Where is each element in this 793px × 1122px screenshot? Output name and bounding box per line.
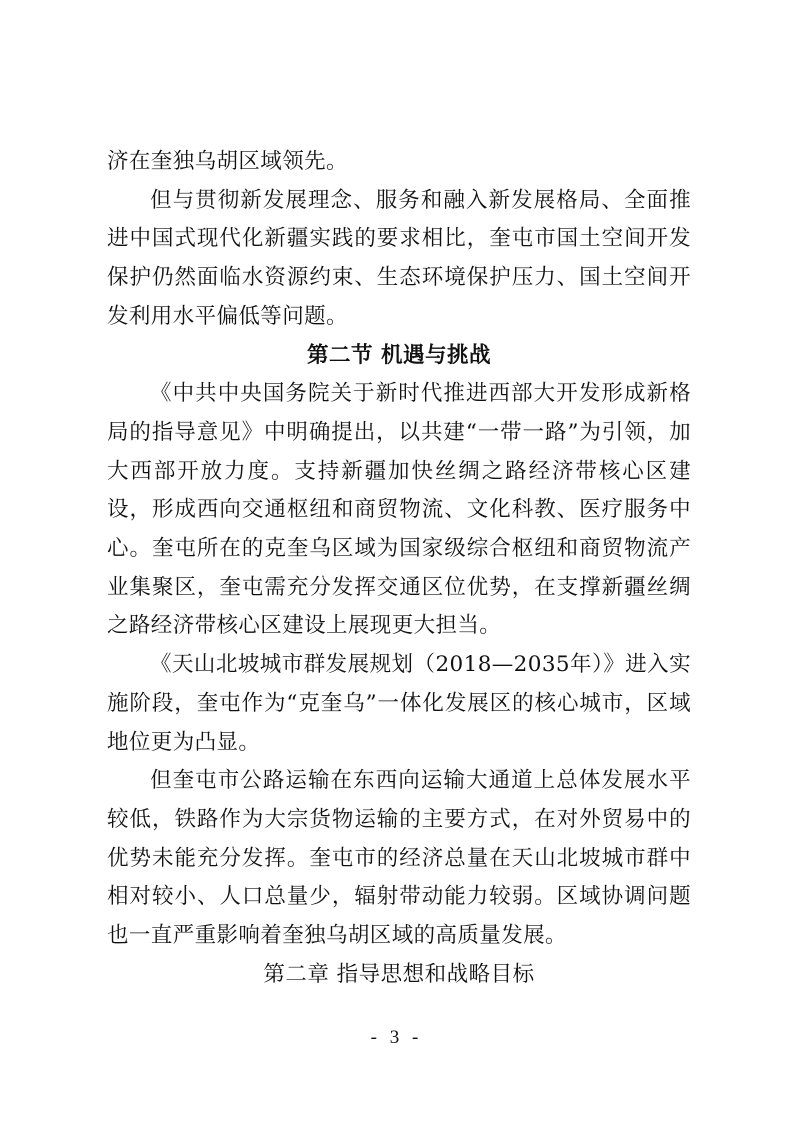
paragraph-tianshan-plan: 《天山北坡城市群发展规划（2018—2035年）》进入实施阶段，奎屯作为“克奎乌”一体化发展区的核心城市，区域地位更为凸显。 — [107, 652, 691, 755]
page-number: - 3 - — [370, 1027, 423, 1048]
section-heading: 第二节 机遇与挑战 — [307, 342, 491, 368]
paragraph-problems: 但与贯彻新发展理念、服务和融入新发展格局、全面推进中国式现代化新疆实践的要求相比，奎屯市国土空间开发保护仍然面临水资源约束、生态环境保护压力、国土空间开发利用水平偏低等问题。 — [107, 187, 691, 329]
page-body — [107, 143, 691, 994]
paragraph-western-development: 《中共中央国务院关于新时代推进西部大开发形成新格局的指导意见》中明确提出，以共建“一带一路”为引领，加大西部开放力度。支持新疆加快丝绸之路经济带核心区建设，形成西向交通枢纽和商贸物流、文化科教、医疗服务中心。奎屯所在的克奎乌区域为国家级综合枢纽和商贸物流产业集聚区，奎屯需充分发挥交通区位优势，在支撑新疆丝绸之路经济带核心区建设上展现更大担当。 — [107, 381, 691, 639]
paragraph-continuation: 济在奎独乌胡区域领先。 — [107, 149, 348, 174]
paragraph-challenges: 但奎屯市公路运输在东西向运输大通道上总体发展水平较低，铁路作为大宗货物运输的主要方式，在对外贸易中的优势未能充分发挥。奎屯市的经济总量在天山北坡城市群中相对较小、人口总量少，辐射带动能力较弱。区域协调问题也一直严重影响着奎独乌胡区域的高质量发展。 — [107, 768, 691, 949]
chapter-heading: 第二章 指导思想和战略目标 — [263, 961, 535, 987]
